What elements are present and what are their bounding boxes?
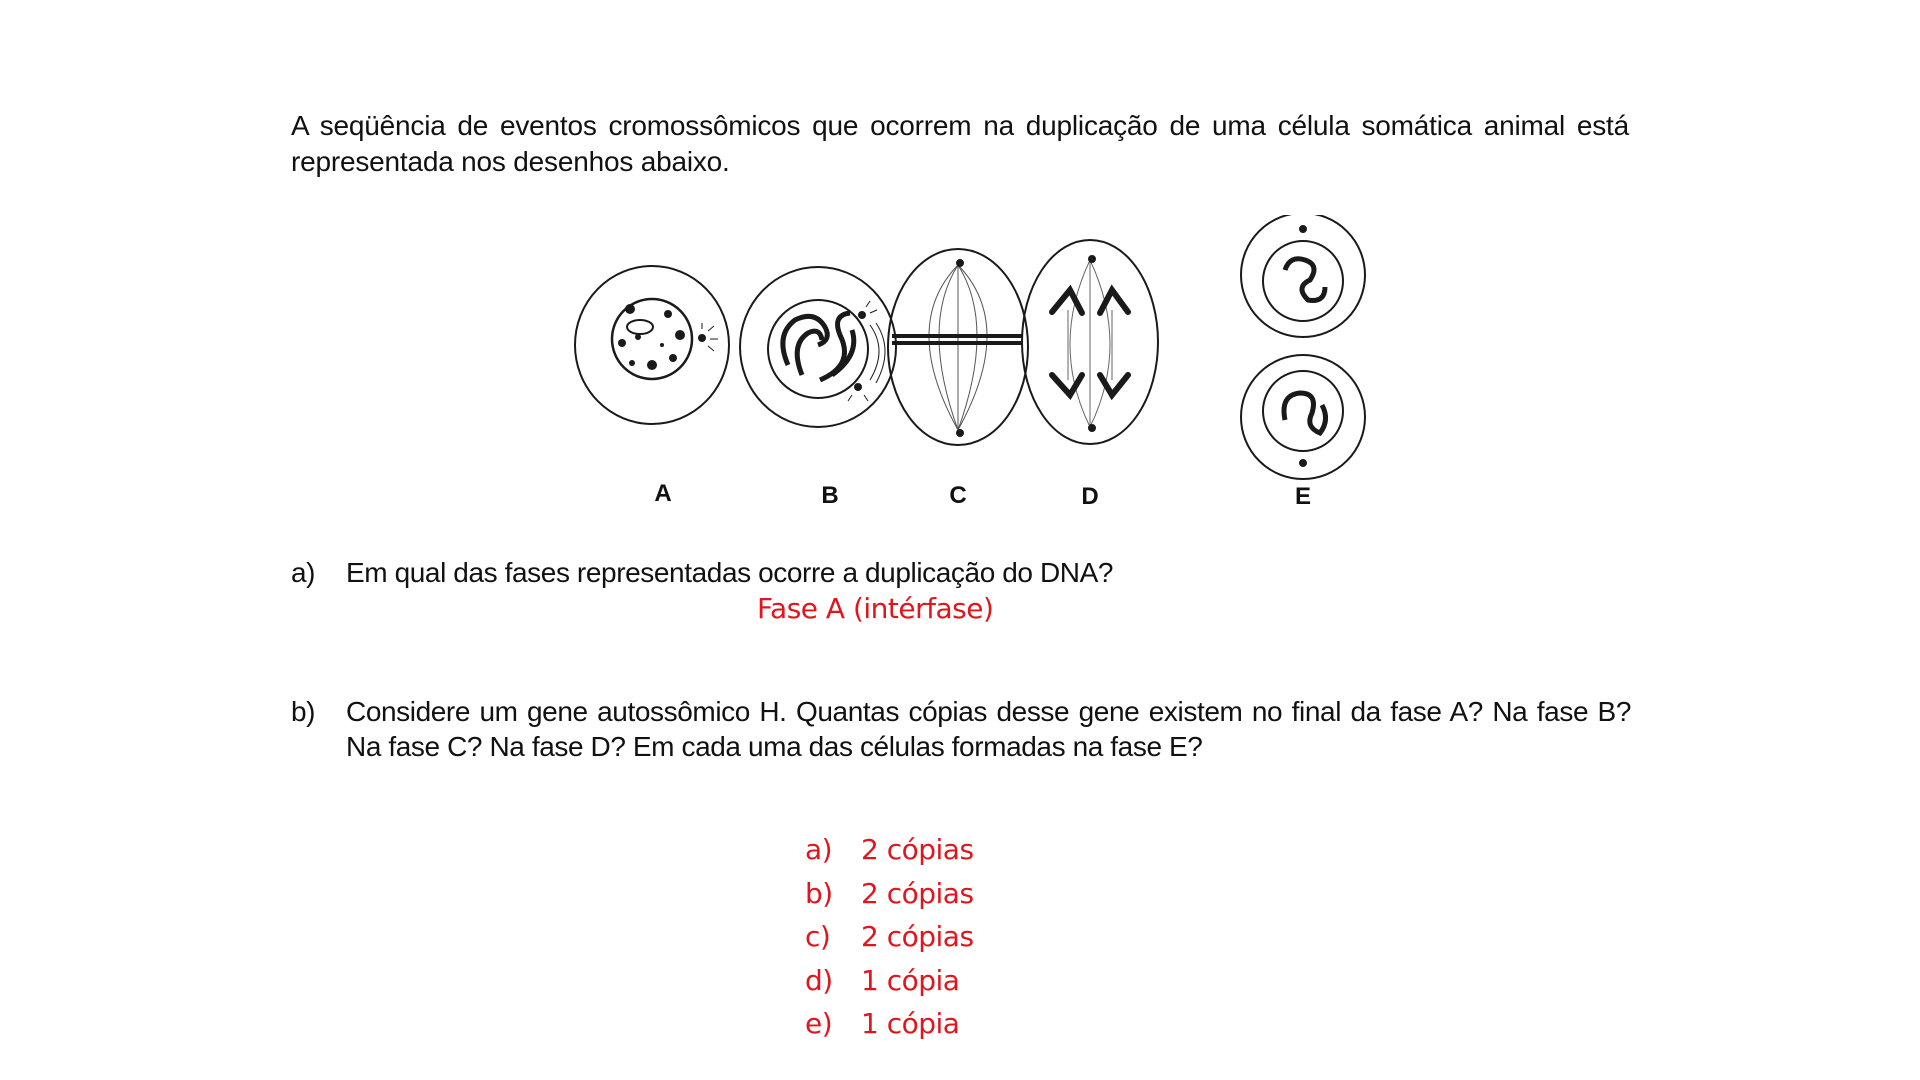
answer-a: Fase A (intérfase) — [757, 592, 994, 625]
cell-a-drawing — [575, 266, 729, 424]
answer-b-value: 1 cópia — [861, 1007, 960, 1040]
answer-b-value: 2 cópias — [861, 833, 974, 866]
cell-c-drawing — [888, 249, 1028, 445]
intro-paragraph: A seqüência de eventos cromossômicos que ocorrem na duplicação de uma célula somática animal está representada nos desenhos abaixo. — [291, 110, 1629, 177]
answer-b-label: c) — [805, 920, 831, 953]
question-a — [291, 555, 1591, 595]
figure-label-d: D — [1081, 483, 1099, 510]
cell-d-drawing — [1022, 240, 1158, 444]
figure-label-e: E — [1294, 483, 1312, 510]
answer-b-item — [805, 872, 974, 916]
figure-label-a: A — [654, 480, 672, 507]
answer-b-item — [805, 915, 974, 959]
answer-b-item — [805, 1002, 974, 1046]
figure-label-c: C — [949, 482, 967, 509]
answer-b-item — [805, 959, 974, 1003]
cell-drawings — [570, 215, 1380, 525]
answer-b-label: e) — [805, 1007, 833, 1040]
cell-b-drawing — [740, 267, 896, 427]
answer-b-value: 1 cópia — [861, 963, 960, 997]
answer-b-value: 2 cópias — [861, 876, 974, 910]
answer-b-item — [805, 828, 974, 872]
answer-b-value: 2 cópias — [861, 920, 974, 953]
mitosis-figure — [570, 215, 1380, 525]
answer-b-label: d) — [805, 963, 833, 997]
question-b-number: b) — [291, 696, 316, 727]
answer-b-label: b) — [805, 876, 833, 910]
answers-b-list — [805, 828, 974, 1046]
answer-b-label: a) — [805, 833, 833, 866]
question-b — [291, 694, 1631, 769]
cell-e-drawing — [1241, 215, 1365, 479]
question-b-text: Considere um gene autossômico H. Quantas cópias desse gene existem no final da fase A? Na fase B? Na fase C? Na fase D? Em cada uma das células formadas na fase E? — [346, 696, 1631, 762]
question-a-text: Em qual das fases representadas ocorre a duplicação do DNA? — [346, 557, 1114, 588]
question-a-number: a) — [291, 557, 316, 588]
figure-label-b: B — [821, 482, 839, 509]
